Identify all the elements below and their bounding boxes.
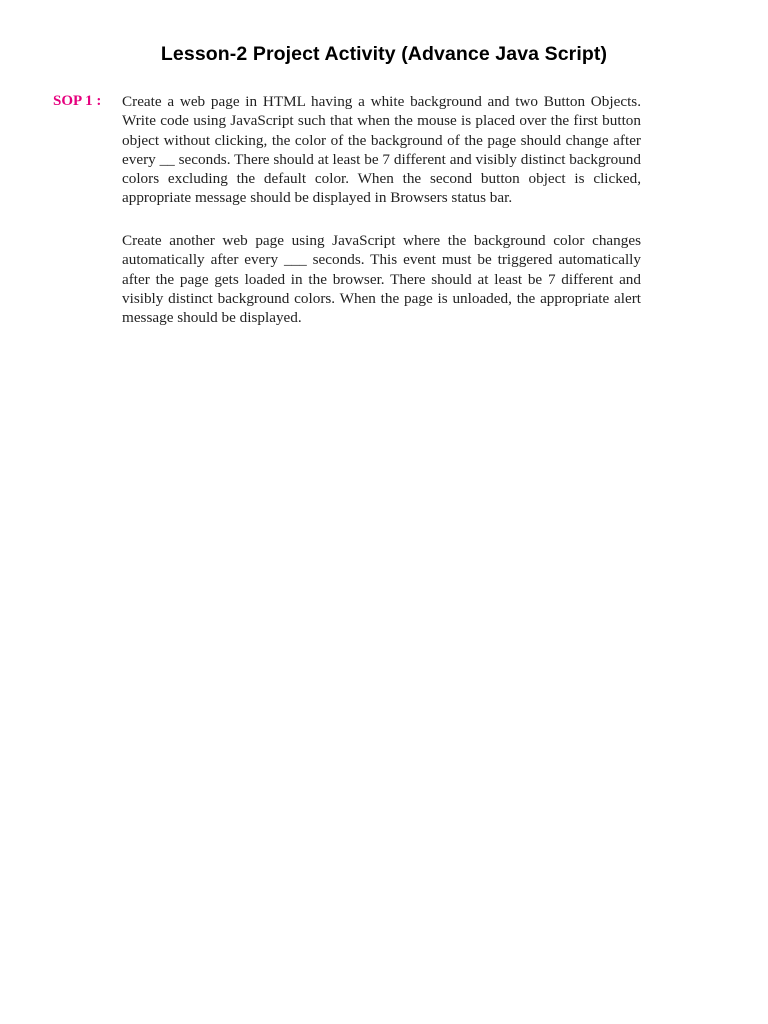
sop-paragraph-1: Create a web page in HTML having a white background and two Button Objects. Write code using JavaScript such that when the mouse is placed over the first button object without clicking, the color of the background of the page should change after every __ seconds. There should at least be 7 different and visibly distinct background colors excluding the default color. When the second button object is clicked, appropriate message should be displayed in Browsers status bar. bbox=[122, 93, 641, 207]
sop-paragraph-2: Create another web page using JavaScript where the background color changes automatically after every ___ seconds. This event must be triggered automatically after the page gets loaded in the browser. There should at least be 7 different and visibly distinct background colors. When the page is unloaded, the appropriate alert message should be displayed. bbox=[122, 232, 641, 327]
sop-label: SOP 1 : bbox=[53, 93, 102, 109]
page-title: Lesson-2 Project Activity (Advance Java Script) bbox=[160, 43, 608, 65]
